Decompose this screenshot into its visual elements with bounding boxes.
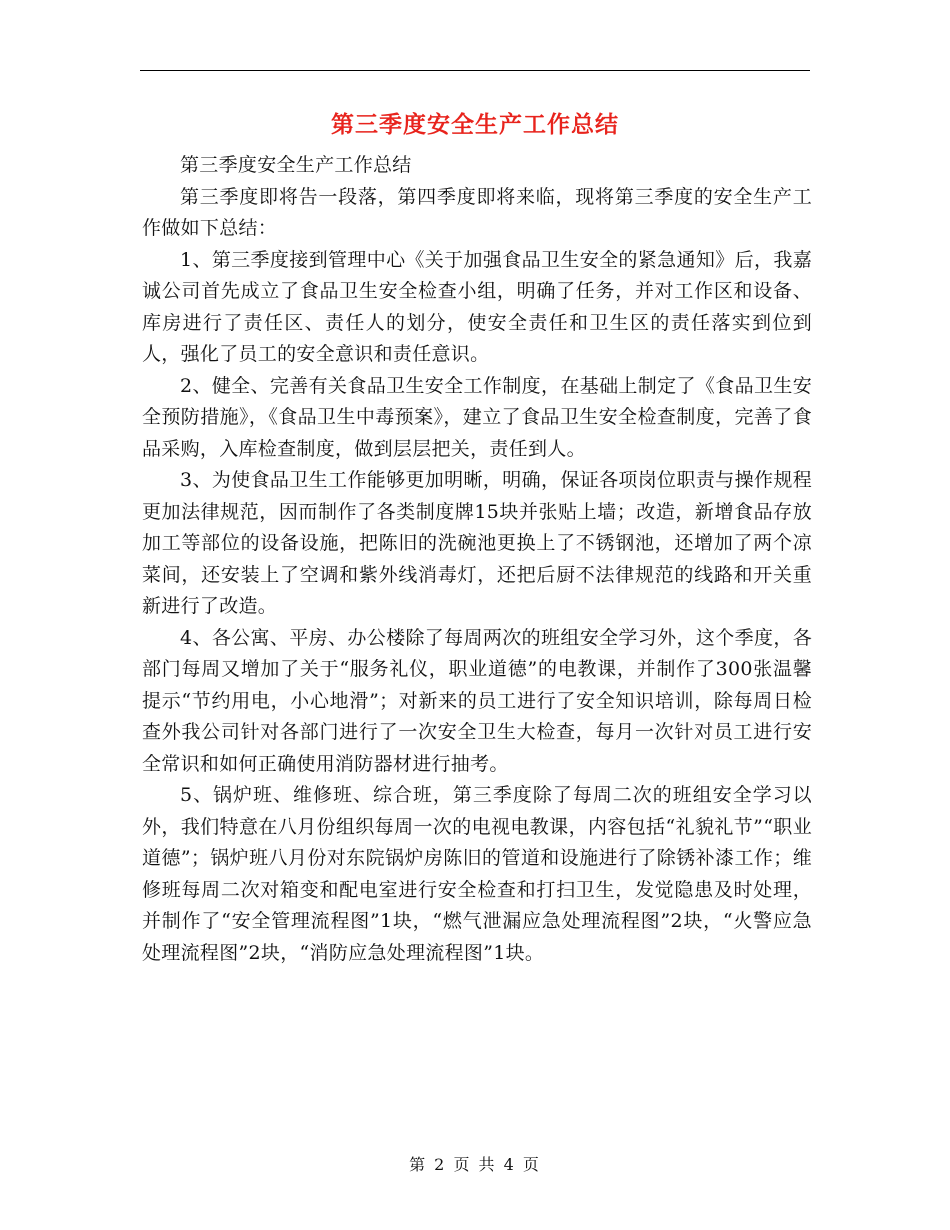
paragraph-item-5: 5、锅炉班、维修班、综合班，第三季度除了每周二次的班组安全学习以外，我们特意在八月份组织每周一次的电视电教课，内容包括“礼貌礼节”“职业道德”；锅炉班八月份对东院锅炉房陈旧的管道和设施进行了除锈补漆工作；维修班每周二次对箱变和配电室进行安全检查和打扫卫生，发觉隐患及时处理，并制作了“安全管理流程图”1块，“燃气泄漏应急处理流程图”2块，“火警应急处理流程图”2块，“消防应急处理流程图”1块。 xyxy=(142,784,812,964)
paragraph-intro: 第三季度即将告一段落，第四季度即将来临，现将第三季度的安全生产工作做如下总结： xyxy=(142,185,812,239)
paragraph-item-4: 4、各公寓、平房、办公楼除了每周两次的班组安全学习外，这个季度，各部门每周又增加了关于“服务礼仪，职业道德”的电教课，并制作了300张温馨提示“节约用电，小心地滑”；对新来的员工进行了安全知识培训，除每周日检查外我公司针对各部门进行了一次安全卫生大检查，每月一次针对员工进行安全常识和如何正确使用消防器材进行抽考。 xyxy=(142,626,812,775)
page-number: 第 2 页 共 4 页 xyxy=(409,1155,541,1174)
paragraph-subtitle: 第三季度安全生产工作总结 xyxy=(180,154,412,176)
page-title: 第三季度安全生产工作总结 xyxy=(331,111,619,138)
paragraph-item-3: 3、为使食品卫生工作能够更加明晰，明确，保证各项岗位职责与操作规程更加法律规范，因而制作了各类制度牌15块并张贴上墙；改造，新增食品存放加工等部位的设备设施，把陈旧的洗碗池更换上了不锈钢池，还增加了两个凉菜间，还安装上了空调和紫外线消毒灯，还把后厨不法律规范的线路和开关重新进行了改造。 xyxy=(142,469,812,617)
paragraph-item-2: 2、健全、完善有关食品卫生安全工作制度，在基础上制定了《食品卫生安全预防措施》，《食品卫生中毒预案》，建立了食品卫生安全检查制度，完善了食品采购，入库检查制度，做到层层把关，责任到人。 xyxy=(142,374,812,460)
paragraph-item-1: 1、第三季度接到管理中心《关于加强食品卫生安全的紧急通知》后，我嘉诚公司首先成立了食品卫生安全检查小组，明确了任务，并对工作区和设备、库房进行了责任区、责任人的划分，使安全责任和卫生区的责任落实到位到人，强化了员工的安全意识和责任意识。 xyxy=(142,248,812,365)
header-rule xyxy=(140,70,810,71)
document-body xyxy=(142,150,812,969)
